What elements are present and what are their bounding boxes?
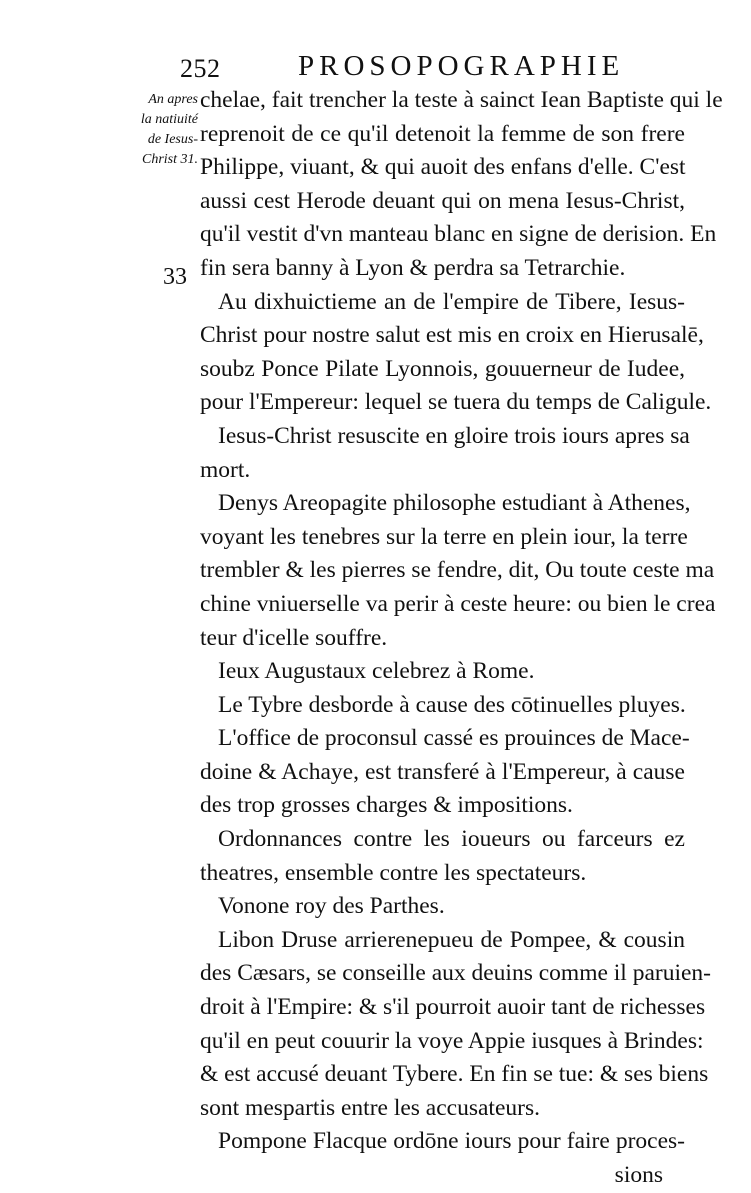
margin-note-line: la natiuité [140,112,198,127]
text-line: Christ pour nostre salut est mis en croix en Hierusalē, [200,322,704,349]
text-line: & est accusé deuant Tybere. En fin se tue: & ses biens [200,1061,709,1088]
text-line: mort. [200,456,251,483]
text-line: Ieux Augustaux celebrez à Rome. [218,658,535,685]
text-line: soubz Ponce Pilate Lyonnois, gouuerneur de Iudee, [200,355,685,382]
text-line: voyant les tenebres sur la terre en plein iour, la terre [200,523,688,550]
text-line: des Cæsars, se conseille aux deuins comme il paruien- [200,960,711,987]
text-line: Iesus-Christ resuscite en gloire trois iours apres sa [218,422,690,449]
text-line: Au dixhuictieme an de l'empire de Tibere, Iesus- [218,288,685,315]
margin-note-line: An apres [148,92,198,107]
margin-note-line: de Iesus- [147,132,198,147]
text-line: chelae, fait trencher la teste à sainct Iean Baptiste qui le [200,87,723,113]
text-line: trembler & les pierres se fendre, dit, Ou toute ceste ma [200,557,715,584]
text-line: qu'il en peut couurir la voye Appie iusques à Brindes: [200,1027,704,1054]
text-line: fin sera banny à Lyon & perdra sa Tetrarchie. [200,254,626,281]
text-line: Pompone Flacque ordōne iours pour faire proces- [218,1128,685,1155]
text-line: Denys Areopagite philosophe estudiant à Athenes, [218,490,691,517]
text-line: doine & Achaye, est transferé à l'Empereur, à cause [200,758,685,785]
text-line: Vonone roy des Parthes. [218,893,445,920]
text-line: sont mespartis entre les accusateurs. [200,1094,540,1121]
text-line: Ordonnances contre les ioueurs ou farceurs ez [218,826,685,853]
text-line: reprenoit de ce qu'il detenoit la femme de son frere [200,120,685,147]
text-line: L'office de proconsul cassé es prouinces de Mace- [218,725,690,752]
text-line: droit à l'Empire: & s'il pourroit auoir tant de richesses [200,994,706,1021]
text-line: aussi cest Herode deuant qui on mena Iesus-Christ, [200,187,685,214]
text-line: Libon Druse arrierenepueu de Pompee, & cousin [218,926,685,953]
running-title: PROSOPOGRAPHIE [298,50,625,82]
text-line: des trop grosses charges & impositions. [200,792,573,819]
text-line: chine vniuerselle va perir à ceste heure: ou bien le crea [200,590,716,617]
body-text [200,84,723,1193]
margin-year: 33 [163,264,187,290]
margin-note-line: Christ 31. [141,152,198,167]
page-header [0,50,751,86]
text-line: sions [614,1162,663,1188]
text-line: Philippe, viuant, & qui auoit des enfans d'elle. C'est [200,154,686,181]
text-line: pour l'Empereur: lequel se tuera du temps de Caligule. [200,389,712,416]
page-number: 252 [180,54,221,83]
text-line: qu'il vestit d'vn manteau blanc en signe de derision. En [200,221,717,248]
text-line: theatres, ensemble contre les spectateurs. [200,859,587,886]
margin-note [112,90,198,170]
text-line: teur d'icelle souffre. [200,624,388,651]
text-line: Le Tybre desborde à cause des cōtinuelles pluyes. [218,691,686,718]
